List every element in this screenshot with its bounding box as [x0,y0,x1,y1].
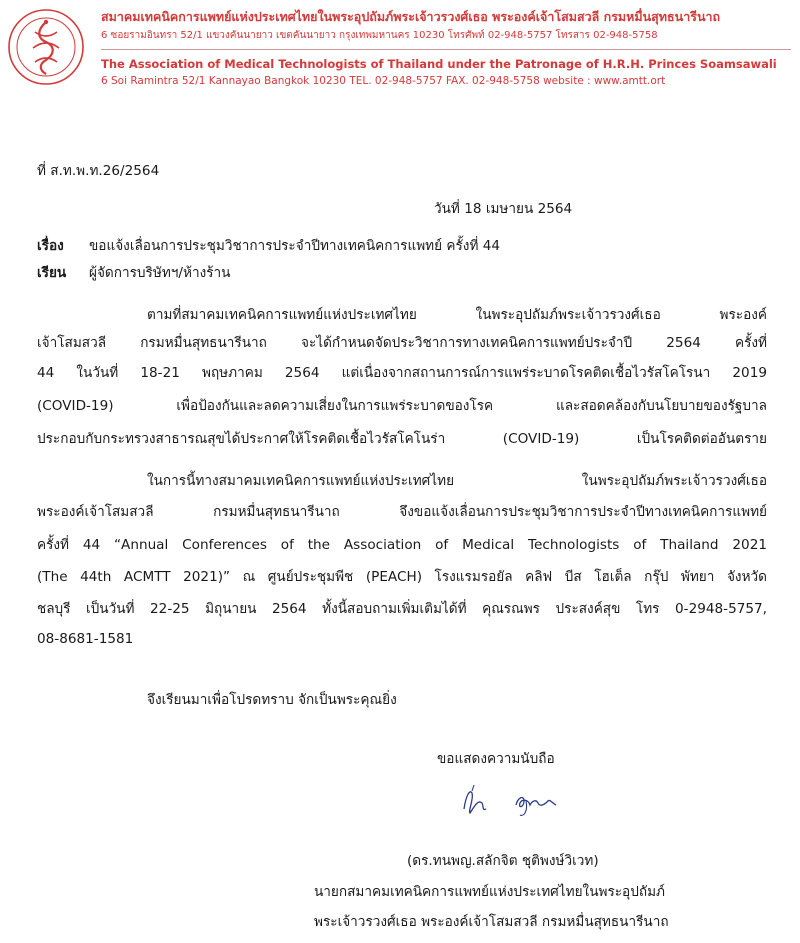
paragraph-2-line: (The 44th ACMTT 2021)” ณ ศูนย์ประชุมพีช (PEACH) โรงแรมรอยัล คลิฟ บีส โฮเต็ล กรุ๊ป พัทยา จังหวัด [37,569,767,585]
letterhead-thai-name: สมาคมเทคนิคการแพทย์แห่งประเทศไทยในพระอุปถัมภ์พระเจ้าวรวงศ์เธอ พระองค์เจ้าโสมสวลี กรมหมื่นสุทธนารีนาถ [101,9,721,24]
paragraph-2-line: ครั้งที่ 44 “Annual Conferences of the Association of Medical Technologists of Thailand 2021 [37,537,767,553]
paragraph-1-line: ตามที่สมาคมเทคนิคการแพทย์แห่งประเทศไทย ในพระอุปถัมภ์พระเจ้าวรวงศ์เธอ พระองค์ [147,307,767,323]
letter-date: วันที่ 18 เมษายน 2564 [434,201,573,217]
letterhead-english-name: The Association of Medical Technologists of Thailand under the Patronage of H.R.H. Princes Soamsawali [101,57,777,71]
paragraph-2-line: ชลบุรี เป็นวันที่ 22-25 มิถุนายน 2564 ทั้งนี้สอบถามเพิ่มเติมได้ที่ คุณรณพร ประสงค์สุข โทร 0-2948-5757, [37,601,767,617]
letterhead-english-address: 6 Soi Ramintra 52/1 Kannayao Bangkok 10230 TEL. 02-948-5757 FAX. 02-948-5758 website : www.amtt.ort [101,75,666,87]
letterhead-divider [101,49,791,50]
signatory-title-line: นายกสมาคมเทคนิคการแพทย์แห่งประเทศไทยในพระอุปถัมภ์ [314,884,665,900]
subject-row [37,234,500,259]
paragraph-1-line: ประกอบกับกระทรวงสาธารณสุขได้ประกาศให้โรคติดเชื้อไวรัสโคโนร่า (COVID-19) เป็นโรคติดต่ออันตราย [37,431,767,447]
recipient-label: เรียน [37,265,67,281]
subject-text: ขอแจ้งเลื่อนการประชุมวิชาการประจำปีทางเทคนิคการแพทย์ ครั้งที่ 44 [89,238,501,254]
paragraph-1-line: (COVID-19) เพื่อป้องกันและลดความเสี่ยงในการแพร่ระบาดของโรค และสอดคล้องกับนโยบายของรัฐบาล [37,398,767,414]
signatory-name: (ดร.ทนพญ.สลักจิต ชุติพงษ์วิเวท) [407,853,599,869]
paragraph-1-line: เจ้าโสมสวลี กรมหมื่นสุทธนารีนาถ จะได้กำหนดจัดประวิชาการทางเทคนิคการแพทย์ประจำปี 2564 ครั้งที่ [37,335,767,351]
paragraph-2-line: 08-8681-1581 [37,631,134,647]
paragraph-1-line: 44 ในวันที่ 18-21 พฤษภาคม 2564 แต่เนื่องจากสถานการณ์การแพร่ระบาดโรคติดเชื้อไวรัสโคโรนา 2019 [37,365,767,381]
closing-salutation: ขอแสดงความนับถือ [437,751,555,767]
letterhead-thai-address: 6 ซอยรามอินทรา 52/1 แขวงคันนายาว เขตคันนายาว กรุงเทพมหานคร 10230 โทรศัพท์ 02-948-5757 โทรสาร 02-948-5758 [101,30,658,41]
signatory-title-line: พระเจ้าวรวงศ์เธอ พระองค์เจ้าโสมสวลี กรมหมื่นสุทธนารีนาถ [314,914,669,930]
paragraph-2-line: พระองค์เจ้าโสมสวลี กรมหมื่นสุทธนารีนาถ จึงขอแจ้งเลื่อนการประชุมวิชาการประจำปีทางเทคนิคการแพทย์ [37,504,767,520]
reference-number: ที่ ส.ท.พ.ท.26/2564 [37,163,160,179]
paragraph-2-line: ในการนี้ทางสมาคมเทคนิคการแพทย์แห่งประเทศไทย ในพระอุปถัมภ์พระเจ้าวรวงศ์เธอ [147,473,767,489]
closing-request: จึงเรียนมาเพื่อโปรดทราบ จักเป็นพระคุณยิ่ง [147,692,397,708]
letterhead [0,0,800,100]
handwritten-signature-icon [458,781,578,819]
recipient-row [37,261,230,286]
recipient-text: ผู้จัดการบริษัทฯ/ห้างร้าน [89,265,231,281]
subject-label: เรื่อง [37,238,64,254]
association-logo-icon [7,8,85,86]
